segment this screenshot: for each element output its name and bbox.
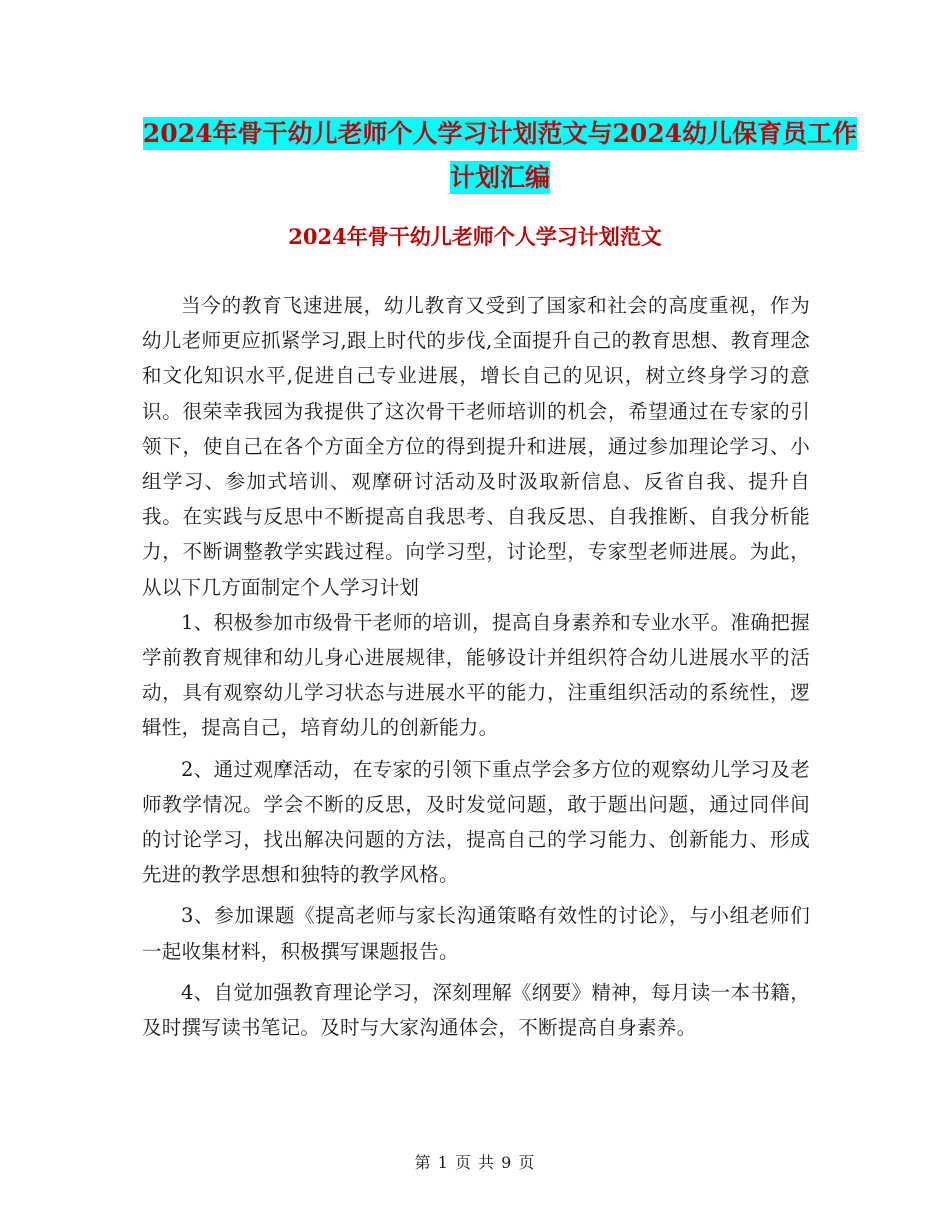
document-body [142,288,810,1051]
paragraph-item-1: 1、积极参加市级骨干老师的培训，提高自身素养和专业水平。准确把握学前教育规律和幼儿身心进展规律，能够设计并组织符合幼儿进展水平的活动，具有观察幼儿学习状态与进展水平的能力，注重组织活动的系统性，逻辑性，提高自己，培育幼儿的创新能力。 [142,610,810,740]
paragraph-item-4: 4、自觉加强教育理论学习，深刻理解《纲要》精神，每月读一本书籍，及时撰写读书笔记。及时与大家沟通体会，不断提高自身素养。 [142,980,810,1040]
section-title: 2024年骨干幼儿老师个人学习计划范文 [288,224,662,249]
page-number-footer: 第 1 页 共 9 页 [414,1153,536,1172]
paragraph-item-2: 2、通过观摩活动，在专家的引领下重点学会多方位的观察幼儿学习及老师教学情况。学会不断的反思，及时发觉问题，敢于题出问题，通过同伴间的讨论学习，找出解决问题的方法，提高自己的学习能力、创新能力、形成先进的教学思想和独特的教学风格。 [142,757,810,887]
paragraph-intro: 当今的教育飞速进展，幼儿教育又受到了国家和社会的高度重视，作为幼儿老师更应抓紧学习,跟上时代的步伐,全面提升自己的教育思想、教育理念和文化知识水平,促进自己专业进展，增长自己的见识，树立终身学习的意识。很荣幸我园为我提供了这次骨干老师培训的机会，希望通过在专家的引领下，使自己在各个方面全方位的得到提升和进展，通过参加理论学习、小组学习、参加式培训、观摩研讨活动及时汲取新信息、反省自我、提升自我。在实践与反思中不断提高自我思考、自我反思、自我推断、自我分析能力，不断调整教学实践过程。向学习型，讨论型，专家型老师进展。为此，从以下几方面制定个人学习计划 [142,294,810,599]
document-title-text: 2024年骨干幼儿老师个人学习计划范文与2024幼儿保育员工作计划汇编 [142,119,858,192]
paragraph-item-3: 3、参加课题《提高老师与家长沟通策略有效性的讨论》，与小组老师们一起收集材料，积极撰写课题报告。 [142,904,810,963]
document-title [140,112,860,200]
